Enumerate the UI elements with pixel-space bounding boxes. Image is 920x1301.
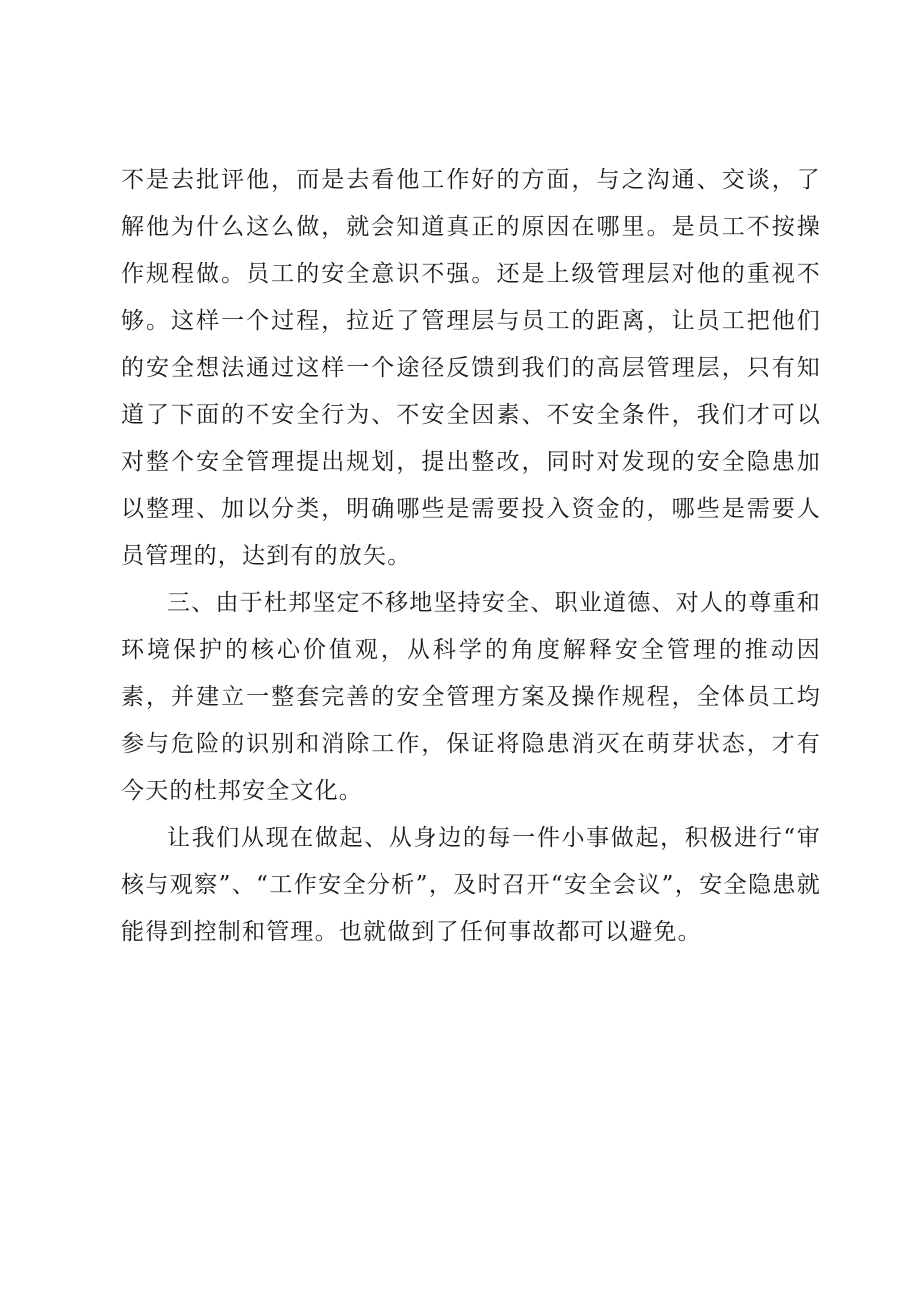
document-body (121, 157, 821, 956)
paragraph-2: 三、由于杜邦坚定不移地坚持安全、职业道德、对人的尊重和环境保护的核心价值观，从科学的角度解释安全管理的推动因素，并建立一整套完善的安全管理方案及操作规程，全体员工均参与危险的识别和消除工作，保证将隐患消灭在萌芽状态，才有今天的杜邦安全文化。 (121, 590, 821, 804)
paragraph-1: 不是去批评他，而是去看他工作好的方面，与之沟通、交谈，了解他为什么这么做，就会知道真正的原因在哪里。是员工不按操作规程做。员工的安全意识不强。还是上级管理层对他的重视不够。这样一个过程，拉近了管理层与员工的距离，让员工把他们的安全想法通过这样一个途径反馈到我们的高层管理层，只有知道了下面的不安全行为、不安全因素、不安全条件，我们才可以对整个安全管理提出规划，提出整改，同时对发现的安全隐患加以整理、加以分类，明确哪些是需要投入资金的，哪些是需要人员管理的，达到有的放矢。 (121, 167, 821, 569)
paragraph-3: 让我们从现在做起、从身边的每一件小事做起，积极进行“审核与观察”、“工作安全分析”，及时召开“安全会议”，安全隐患就能得到控制和管理。也就做到了任何事故都可以避免。 (121, 825, 821, 945)
